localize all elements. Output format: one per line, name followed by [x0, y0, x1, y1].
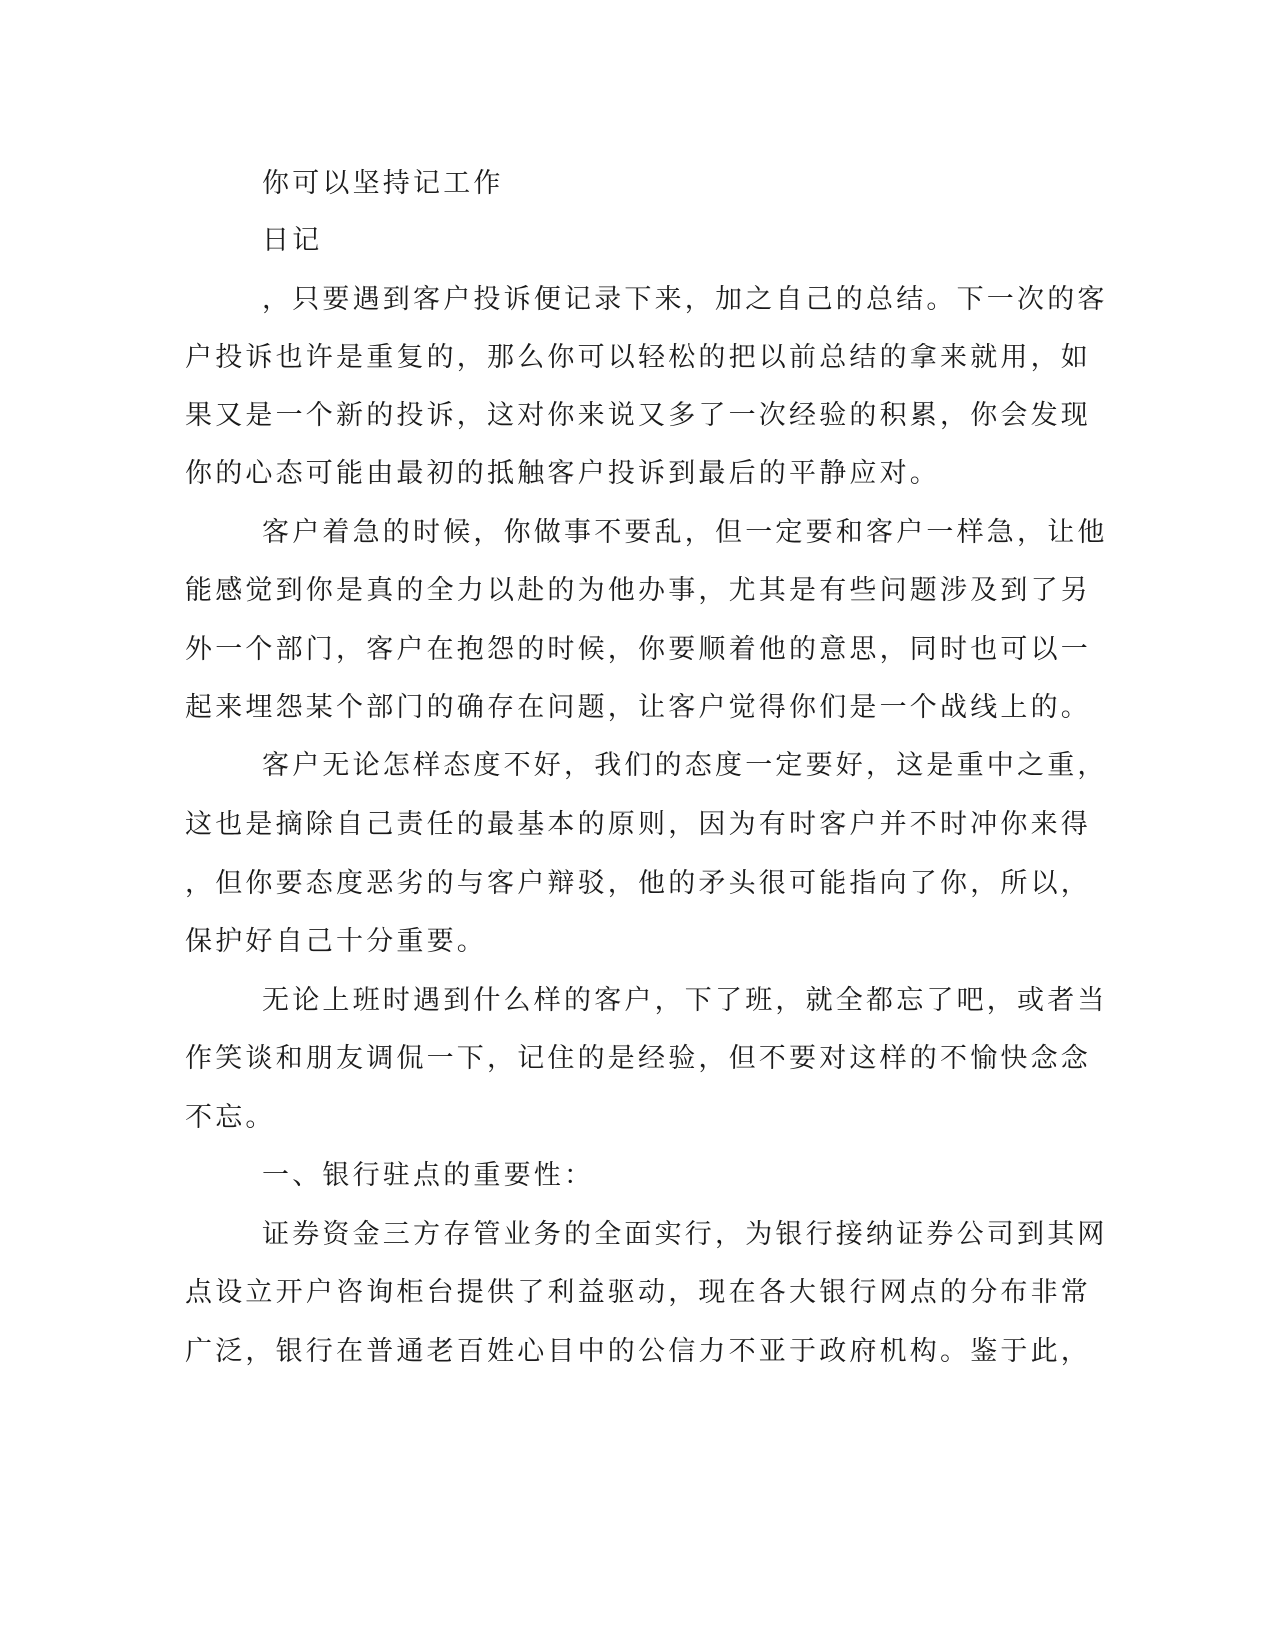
- text-line: 广泛，银行在普通老百姓心目中的公信力不亚于政府机构。鉴于此，: [185, 1336, 1091, 1367]
- text-line: 点设立开户咨询柜台提供了利益驱动，现在各大银行网点的分布非常: [185, 1277, 1091, 1308]
- text-line: 不忘。: [185, 1102, 276, 1133]
- text-line: 作笑谈和朋友调侃一下，记住的是经验，但不要对这样的不愉快念念: [185, 1043, 1091, 1074]
- text-line: 户投诉也许是重复的，那么你可以轻松的把以前总结的拿来就用，如: [185, 342, 1091, 373]
- text-line: ，但你要态度恶劣的与客户辩驳，他的矛头很可能指向了你，所以，: [185, 868, 1091, 899]
- text-line: 无论上班时遇到什么样的客户，下了班，就全都忘了吧，或者当: [262, 985, 1108, 1016]
- text-line: 你可以坚持记工作: [262, 168, 504, 199]
- text-line: 果又是一个新的投诉，这对你来说又多了一次经验的积累，你会发现: [185, 400, 1091, 431]
- text-line: 客户着急的时候，你做事不要乱，但一定要和客户一样急，让他: [262, 517, 1108, 548]
- text-line: 这也是摘除自己责任的最基本的原则，因为有时客户并不时冲你来得: [185, 809, 1091, 840]
- section-heading: 一、银行驻点的重要性：: [262, 1160, 595, 1191]
- text-line: 保护好自己十分重要。: [185, 926, 487, 957]
- text-line: 起来埋怨某个部门的确存在问题，让客户觉得你们是一个战线上的。: [185, 692, 1091, 723]
- text-line: ，只要遇到客户投诉便记录下来，加之自己的总结。下一次的客: [262, 284, 1108, 315]
- text-line: 客户无论怎样态度不好，我们的态度一定要好，这是重中之重，: [262, 750, 1108, 781]
- text-line: 外一个部门，客户在抱怨的时候，你要顺着他的意思，同时也可以一: [185, 634, 1091, 665]
- text-line: 日记: [262, 225, 323, 256]
- text-line: 你的心态可能由最初的抵触客户投诉到最后的平静应对。: [185, 458, 940, 489]
- text-line: 证券资金三方存管业务的全面实行，为银行接纳证券公司到其网: [262, 1219, 1108, 1250]
- text-line: 能感觉到你是真的全力以赴的为他办事，尤其是有些问题涉及到了另: [185, 575, 1091, 606]
